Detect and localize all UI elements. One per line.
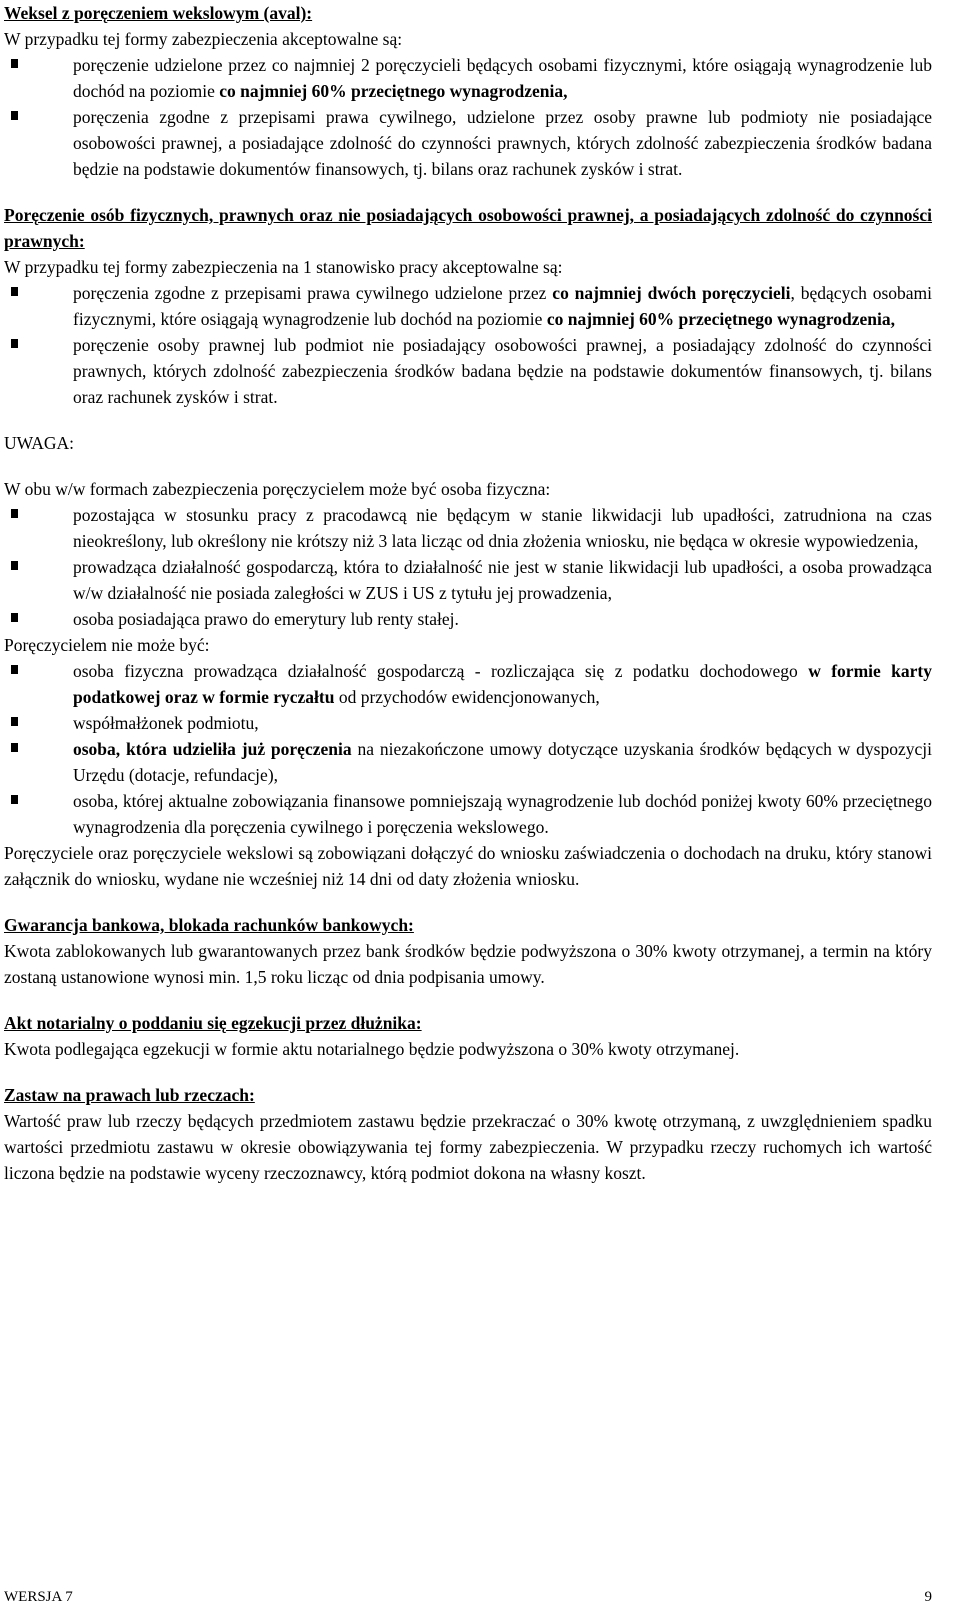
bullet-list — [4, 280, 932, 410]
uwaga-label: UWAGA: — [4, 433, 74, 453]
section-text: Wartość praw lub rzeczy będących przedmiotem zastawu będzie przekraczać o 30% kwotę otrzymaną, z uwzględnieniem spadku wartości przedmiotu zastawu w okresie obowiązywania tej formy zabezpieczenia. W przypadku rzeczy ruchomych ich wartość liczona będzie na podstawie wyceny rzeczoznawcy, którą podmiot dokona na własny koszt. — [4, 1111, 932, 1183]
list-item: współmałżonek podmiotu, — [4, 710, 932, 736]
section-intro: W przypadku tej formy zabezpieczenia na 1 stanowisko pracy akceptowalne są: — [4, 257, 563, 277]
bullet-list — [4, 52, 932, 182]
section-heading-aval: Weksel z poręczeniem wekslowym (aval): — [4, 3, 313, 23]
document-page — [4, 0, 932, 1186]
section-heading-zastaw: Zastaw na prawach lub rzeczach: — [4, 1085, 255, 1105]
list-item: pozostająca w stosunku pracy z pracodawcą nie będącym w stanie likwidacji lub upadłości, zatrudniona na czas nieokreślony, lub określony nie krótszy niż 3 lata licząc od dnia złożenia wniosku, nie będąca w okresie wypowiedzenia, — [4, 502, 932, 554]
section-text: Kwota zablokowanych lub gwarantowanych przez bank środków będzie podwyższona o 30% kwoty otrzymanej, a termin na który zostaną ustanowione wynosi min. 1,5 roku licząc od dnia podpisania umowy. — [4, 941, 932, 987]
bullet-list — [4, 658, 932, 840]
list-item: osoba, która udzieliła już poręczenia na niezakończone umowy dotyczące uzyskania środków będących w dyspozycji Urzędu (dotacje, refundacje), — [4, 736, 932, 788]
uwaga-intro: W obu w/w formach zabezpieczenia poręczycielem może być osoba fizyczna: — [4, 479, 551, 499]
section-text: Kwota podlegająca egzekucji w formie aktu notarialnego będzie podwyższona o 30% kwoty otrzymanej. — [4, 1039, 740, 1059]
square-bullet-icon — [11, 743, 18, 752]
square-bullet-icon — [11, 665, 18, 674]
square-bullet-icon — [11, 613, 18, 622]
page-footer — [4, 1588, 932, 1606]
square-bullet-icon — [11, 795, 18, 804]
section-heading-poreczenie: Poręczenie osób fizycznych, prawnych oraz nie posiadających osobowości prawnej, a posiadających zdolność do czynności prawnych: — [4, 205, 932, 251]
section-intro: W przypadku tej formy zabezpieczenia akceptowalne są: — [4, 29, 403, 49]
uwaga-intro-2: Poręczycielem nie może być: — [4, 635, 210, 655]
page-number: 9 — [924, 1589, 932, 1605]
section-heading-gwarancja: Gwarancja bankowa, blokada rachunków bankowych: — [4, 915, 414, 935]
section-heading-akt-notarialny: Akt notarialny o poddaniu się egzekucji przez dłużnika: — [4, 1013, 422, 1033]
square-bullet-icon — [11, 111, 18, 120]
square-bullet-icon — [11, 59, 18, 68]
list-item: poręczenie osoby prawnej lub podmiot nie posiadający osobowości prawnej, a posiadający zdolność do czynności prawnych, których zdolność zabezpieczenia środków badana będzie na podstawie dokumentów finansowych, tj. bilans oraz rachunek zysków i strat. — [4, 332, 932, 410]
uwaga-closing: Poręczyciele oraz poręczyciele wekslowi są zobowiązani dołączyć do wniosku zaświadczenia o dochodach na druku, który stanowi załącznik do wniosku, wydane nie wcześniej niż 14 dni od daty złożenia wniosku. — [4, 843, 932, 889]
square-bullet-icon — [11, 287, 18, 296]
list-item: osoba fizyczna prowadząca działalność gospodarczą - rozliczająca się z podatku dochodowego w formie karty podatkowej oraz w formie ryczałtu od przychodów ewidencjonowanych, — [4, 658, 932, 710]
square-bullet-icon — [11, 561, 18, 570]
list-item: poręczenia zgodne z przepisami prawa cywilnego, udzielone przez osoby prawne lub podmioty nie posiadające osobowości prawnej, a posiadające zdolność do czynności prawnych, których zdolność zabezpieczenia środków badana będzie na podstawie dokumentów finansowych, tj. bilans oraz rachunek zysków i strat. — [4, 104, 932, 182]
list-item: osoba, której aktualne zobowiązania finansowe pomniejszają wynagrodzenie lub dochód poniżej kwoty 60% przeciętnego wynagrodzenia dla poręczenia cywilnego i poręczenia wekslowego. — [4, 788, 932, 840]
list-item: poręczenie udzielone przez co najmniej 2 poręczycieli będących osobami fizycznymi, które osiągają wynagrodzenie lub dochód na poziomie co najmniej 60% przeciętnego wynagrodzenia, — [4, 52, 932, 104]
list-item: prowadząca działalność gospodarczą, która to działalność nie jest w stanie likwidacji lub upadłości, a osoba prowadząca w/w działalność nie posiada zaległości w ZUS i US z tytułu jej prowadzenia, — [4, 554, 932, 606]
square-bullet-icon — [11, 339, 18, 348]
list-item: poręczenia zgodne z przepisami prawa cywilnego udzielone przez co najmniej dwóch poręczycieli, będących osobami fizycznymi, które osiągają wynagrodzenie lub dochód na poziomie co najmniej 60% przeciętnego wynagrodzenia, — [4, 280, 932, 332]
version-label: WERSJA 7 — [4, 1589, 73, 1605]
list-item: osoba posiadająca prawo do emerytury lub renty stałej. — [4, 606, 932, 632]
bullet-list — [4, 502, 932, 632]
square-bullet-icon — [11, 717, 18, 726]
square-bullet-icon — [11, 509, 18, 518]
